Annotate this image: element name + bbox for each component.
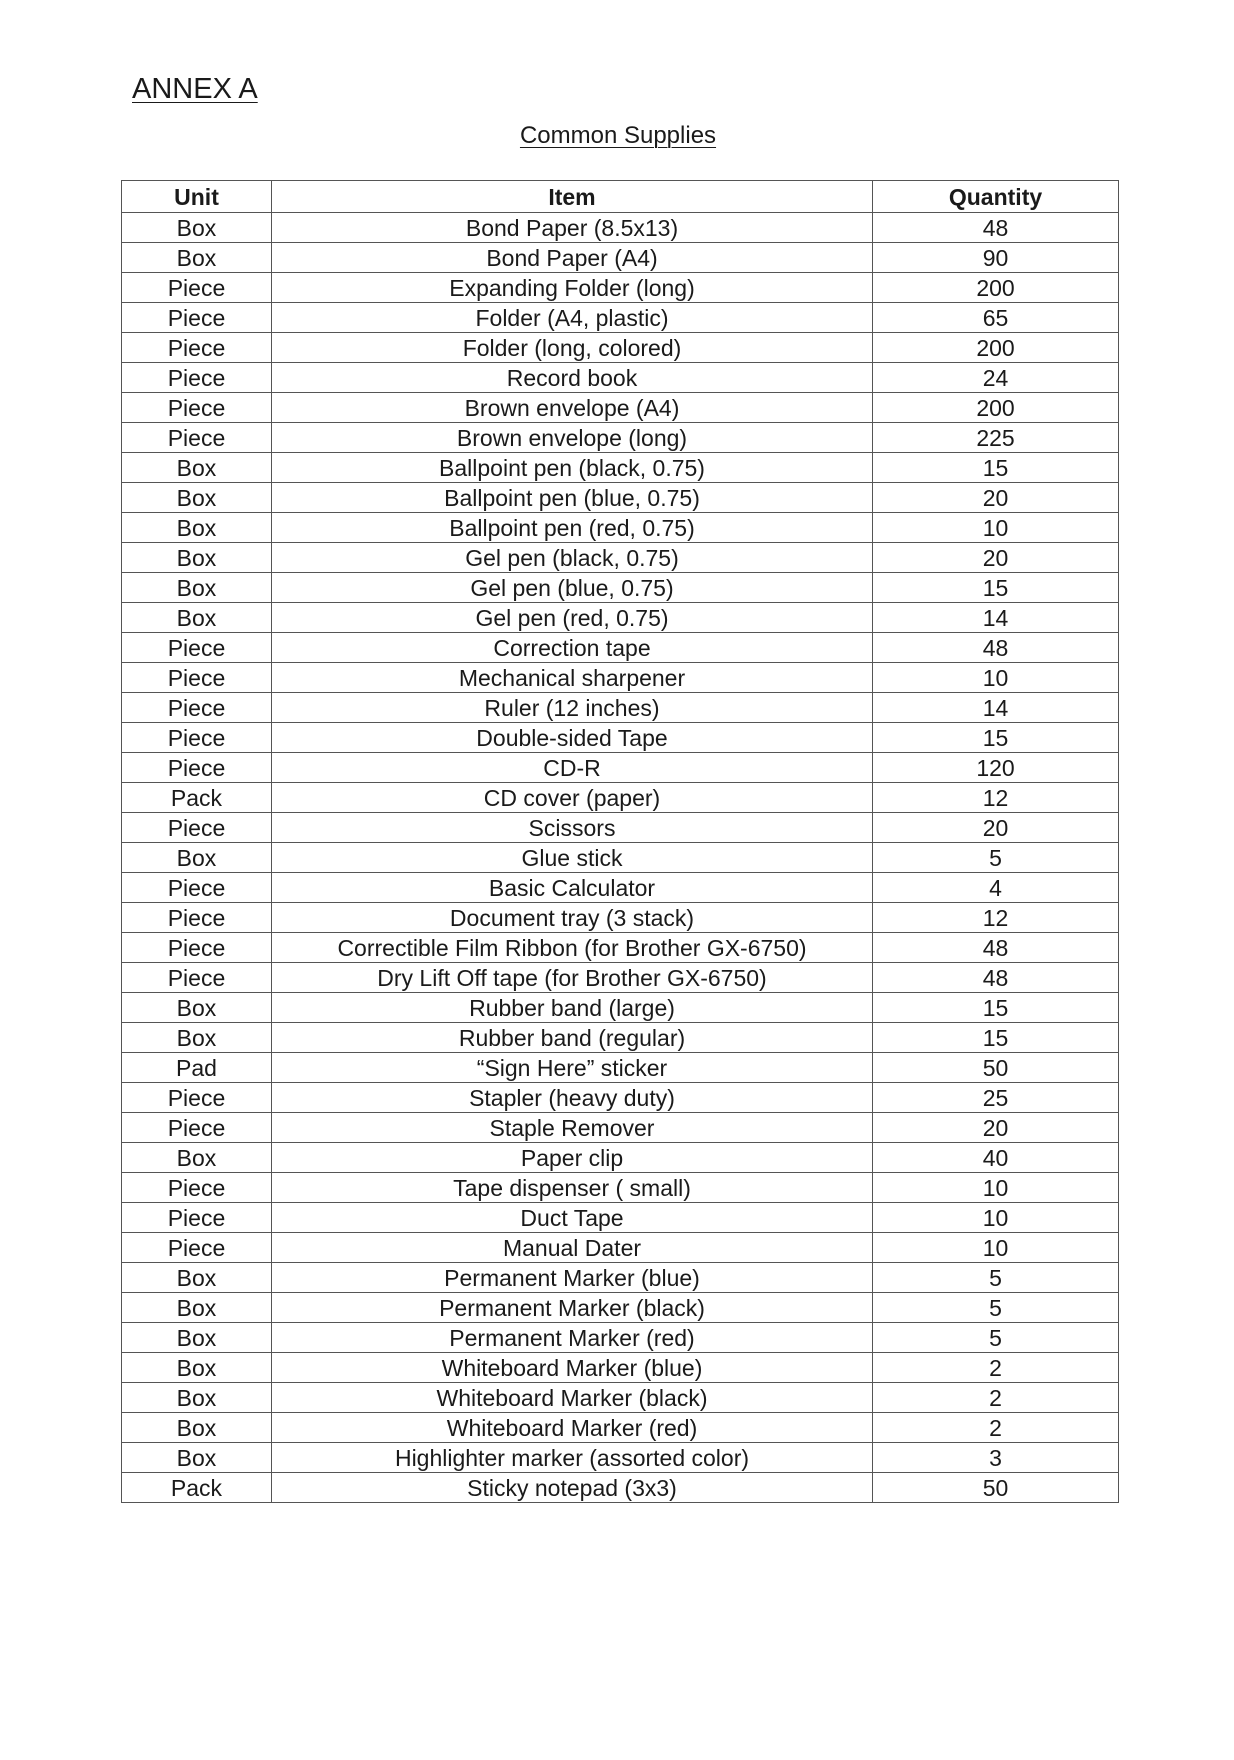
- cell-item: Bond Paper (A4): [272, 243, 873, 273]
- table-row: [122, 1323, 1119, 1353]
- table-row: [122, 1203, 1119, 1233]
- cell-item: Glue stick: [272, 843, 873, 873]
- cell-unit: Piece: [122, 933, 272, 963]
- cell-quantity: 20: [873, 813, 1119, 843]
- cell-unit: Box: [122, 1383, 272, 1413]
- cell-item: Whiteboard Marker (blue): [272, 1353, 873, 1383]
- cell-unit: Piece: [122, 333, 272, 363]
- cell-unit: Piece: [122, 1233, 272, 1263]
- cell-item: Document tray (3 stack): [272, 903, 873, 933]
- cell-unit: Piece: [122, 963, 272, 993]
- cell-quantity: 10: [873, 663, 1119, 693]
- cell-quantity: 48: [873, 633, 1119, 663]
- cell-item: Scissors: [272, 813, 873, 843]
- cell-quantity: 10: [873, 1173, 1119, 1203]
- cell-unit: Box: [122, 603, 272, 633]
- cell-quantity: 5: [873, 1263, 1119, 1293]
- cell-quantity: 4: [873, 873, 1119, 903]
- cell-quantity: 12: [873, 903, 1119, 933]
- cell-item: Folder (long, colored): [272, 333, 873, 363]
- cell-quantity: 14: [873, 603, 1119, 633]
- cell-item: Stapler (heavy duty): [272, 1083, 873, 1113]
- cell-quantity: 48: [873, 213, 1119, 243]
- cell-unit: Box: [122, 243, 272, 273]
- table-row: [122, 633, 1119, 663]
- cell-unit: Piece: [122, 393, 272, 423]
- header-row: [122, 181, 1119, 213]
- table-row: [122, 993, 1119, 1023]
- cell-quantity: 10: [873, 1233, 1119, 1263]
- cell-quantity: 15: [873, 993, 1119, 1023]
- cell-item: Rubber band (large): [272, 993, 873, 1023]
- cell-unit: Piece: [122, 873, 272, 903]
- cell-item: Folder (A4, plastic): [272, 303, 873, 333]
- cell-item: Staple Remover: [272, 1113, 873, 1143]
- cell-quantity: 20: [873, 483, 1119, 513]
- cell-item: Gel pen (blue, 0.75): [272, 573, 873, 603]
- cell-quantity: 90: [873, 243, 1119, 273]
- cell-quantity: 48: [873, 933, 1119, 963]
- table-row: [122, 213, 1119, 243]
- table-row: [122, 753, 1119, 783]
- cell-item: Ballpoint pen (black, 0.75): [272, 453, 873, 483]
- cell-item: Whiteboard Marker (black): [272, 1383, 873, 1413]
- cell-quantity: 200: [873, 393, 1119, 423]
- table-row: [122, 1053, 1119, 1083]
- cell-unit: Piece: [122, 363, 272, 393]
- header-unit: Unit: [122, 181, 272, 213]
- table-row: [122, 1383, 1119, 1413]
- table-row: [122, 783, 1119, 813]
- table-row: [122, 453, 1119, 483]
- cell-quantity: 2: [873, 1383, 1119, 1413]
- table-row: [122, 873, 1119, 903]
- cell-item: Expanding Folder (long): [272, 273, 873, 303]
- table-row: [122, 933, 1119, 963]
- cell-item: Highlighter marker (assorted color): [272, 1443, 873, 1473]
- cell-quantity: 10: [873, 1203, 1119, 1233]
- cell-item: Record book: [272, 363, 873, 393]
- cell-item: Rubber band (regular): [272, 1023, 873, 1053]
- cell-item: CD cover (paper): [272, 783, 873, 813]
- table-header: [122, 181, 1119, 213]
- cell-unit: Piece: [122, 1113, 272, 1143]
- cell-unit: Box: [122, 1293, 272, 1323]
- table-row: [122, 1263, 1119, 1293]
- table-row: [122, 1143, 1119, 1173]
- cell-item: Double-sided Tape: [272, 723, 873, 753]
- table-row: [122, 723, 1119, 753]
- cell-item: Bond Paper (8.5x13): [272, 213, 873, 243]
- table-row: [122, 813, 1119, 843]
- cell-unit: Box: [122, 513, 272, 543]
- cell-unit: Piece: [122, 723, 272, 753]
- cell-item: “Sign Here” sticker: [272, 1053, 873, 1083]
- table-row: [122, 1473, 1119, 1503]
- cell-item: Ballpoint pen (blue, 0.75): [272, 483, 873, 513]
- cell-quantity: 50: [873, 1473, 1119, 1503]
- cell-item: Correction tape: [272, 633, 873, 663]
- cell-unit: Piece: [122, 753, 272, 783]
- cell-unit: Box: [122, 1443, 272, 1473]
- cell-unit: Box: [122, 1413, 272, 1443]
- cell-unit: Pack: [122, 1473, 272, 1503]
- cell-item: Permanent Marker (black): [272, 1293, 873, 1323]
- cell-item: Tape dispenser ( small): [272, 1173, 873, 1203]
- cell-quantity: 120: [873, 753, 1119, 783]
- table-row: [122, 1443, 1119, 1473]
- cell-quantity: 5: [873, 1293, 1119, 1323]
- cell-unit: Box: [122, 453, 272, 483]
- table-row: [122, 693, 1119, 723]
- cell-unit: Piece: [122, 303, 272, 333]
- table-row: [122, 513, 1119, 543]
- cell-item: Dry Lift Off tape (for Brother GX-6750): [272, 963, 873, 993]
- subtitle-text: Common Supplies: [519, 122, 717, 149]
- cell-unit: Piece: [122, 663, 272, 693]
- table-row: [122, 393, 1119, 423]
- cell-unit: Box: [122, 483, 272, 513]
- cell-unit: Box: [122, 1263, 272, 1293]
- table-row: [122, 1023, 1119, 1053]
- table-row: [122, 1173, 1119, 1203]
- cell-unit: Piece: [122, 903, 272, 933]
- header-quantity: Quantity: [873, 181, 1119, 213]
- cell-unit: Piece: [122, 1083, 272, 1113]
- cell-item: Duct Tape: [272, 1203, 873, 1233]
- document-subtitle: [0, 122, 1234, 150]
- cell-quantity: 2: [873, 1413, 1119, 1443]
- table-row: [122, 483, 1119, 513]
- cell-quantity: 5: [873, 1323, 1119, 1353]
- cell-unit: Pad: [122, 1053, 272, 1083]
- cell-item: Ruler (12 inches): [272, 693, 873, 723]
- cell-item: Gel pen (black, 0.75): [272, 543, 873, 573]
- cell-unit: Pack: [122, 783, 272, 813]
- cell-item: Permanent Marker (blue): [272, 1263, 873, 1293]
- cell-unit: Box: [122, 1023, 272, 1053]
- cell-item: Brown envelope (A4): [272, 393, 873, 423]
- cell-quantity: 10: [873, 513, 1119, 543]
- cell-item: Manual Dater: [272, 1233, 873, 1263]
- cell-quantity: 5: [873, 843, 1119, 873]
- table-row: [122, 1113, 1119, 1143]
- table-row: [122, 1083, 1119, 1113]
- header-item: Item: [272, 181, 873, 213]
- table-row: [122, 1413, 1119, 1443]
- cell-quantity: 15: [873, 573, 1119, 603]
- cell-unit: Piece: [122, 273, 272, 303]
- cell-unit: Piece: [122, 1203, 272, 1233]
- table-row: [122, 333, 1119, 363]
- cell-quantity: 200: [873, 273, 1119, 303]
- cell-unit: Box: [122, 1143, 272, 1173]
- cell-unit: Piece: [122, 633, 272, 663]
- table-row: [122, 1353, 1119, 1383]
- cell-quantity: 15: [873, 723, 1119, 753]
- cell-quantity: 12: [873, 783, 1119, 813]
- cell-item: Ballpoint pen (red, 0.75): [272, 513, 873, 543]
- cell-quantity: 48: [873, 963, 1119, 993]
- annex-title: ANNEX A: [132, 73, 258, 105]
- table-row: [122, 363, 1119, 393]
- cell-unit: Box: [122, 1323, 272, 1353]
- cell-quantity: 225: [873, 423, 1119, 453]
- table-row: [122, 303, 1119, 333]
- cell-unit: Piece: [122, 693, 272, 723]
- cell-item: CD-R: [272, 753, 873, 783]
- cell-item: Whiteboard Marker (red): [272, 1413, 873, 1443]
- cell-item: Mechanical sharpener: [272, 663, 873, 693]
- cell-quantity: 50: [873, 1053, 1119, 1083]
- table-row: [122, 843, 1119, 873]
- cell-quantity: 3: [873, 1443, 1119, 1473]
- cell-unit: Box: [122, 543, 272, 573]
- cell-item: Paper clip: [272, 1143, 873, 1173]
- table-row: [122, 573, 1119, 603]
- table-row: [122, 543, 1119, 573]
- cell-quantity: 15: [873, 453, 1119, 483]
- cell-item: Brown envelope (long): [272, 423, 873, 453]
- table-row: [122, 243, 1119, 273]
- table-row: [122, 423, 1119, 453]
- cell-unit: Box: [122, 843, 272, 873]
- cell-quantity: 25: [873, 1083, 1119, 1113]
- cell-unit: Piece: [122, 813, 272, 843]
- cell-item: Basic Calculator: [272, 873, 873, 903]
- cell-item: Sticky notepad (3x3): [272, 1473, 873, 1503]
- table-row: [122, 1293, 1119, 1323]
- cell-quantity: 14: [873, 693, 1119, 723]
- cell-quantity: 24: [873, 363, 1119, 393]
- cell-unit: Box: [122, 993, 272, 1023]
- cell-quantity: 20: [873, 543, 1119, 573]
- cell-item: Correctible Film Ribbon (for Brother GX-6750): [272, 933, 873, 963]
- cell-unit: Box: [122, 573, 272, 603]
- table-row: [122, 273, 1119, 303]
- cell-unit: Box: [122, 1353, 272, 1383]
- table-body: [122, 213, 1119, 1503]
- table-row: [122, 963, 1119, 993]
- cell-unit: Box: [122, 213, 272, 243]
- cell-unit: Piece: [122, 1173, 272, 1203]
- table-row: [122, 1233, 1119, 1263]
- cell-quantity: 200: [873, 333, 1119, 363]
- cell-quantity: 65: [873, 303, 1119, 333]
- table-row: [122, 903, 1119, 933]
- cell-item: Gel pen (red, 0.75): [272, 603, 873, 633]
- cell-quantity: 20: [873, 1113, 1119, 1143]
- cell-unit: Piece: [122, 423, 272, 453]
- cell-item: Permanent Marker (red): [272, 1323, 873, 1353]
- table-row: [122, 603, 1119, 633]
- cell-quantity: 40: [873, 1143, 1119, 1173]
- cell-quantity: 2: [873, 1353, 1119, 1383]
- table-row: [122, 663, 1119, 693]
- supplies-table: [121, 180, 1119, 1503]
- cell-quantity: 15: [873, 1023, 1119, 1053]
